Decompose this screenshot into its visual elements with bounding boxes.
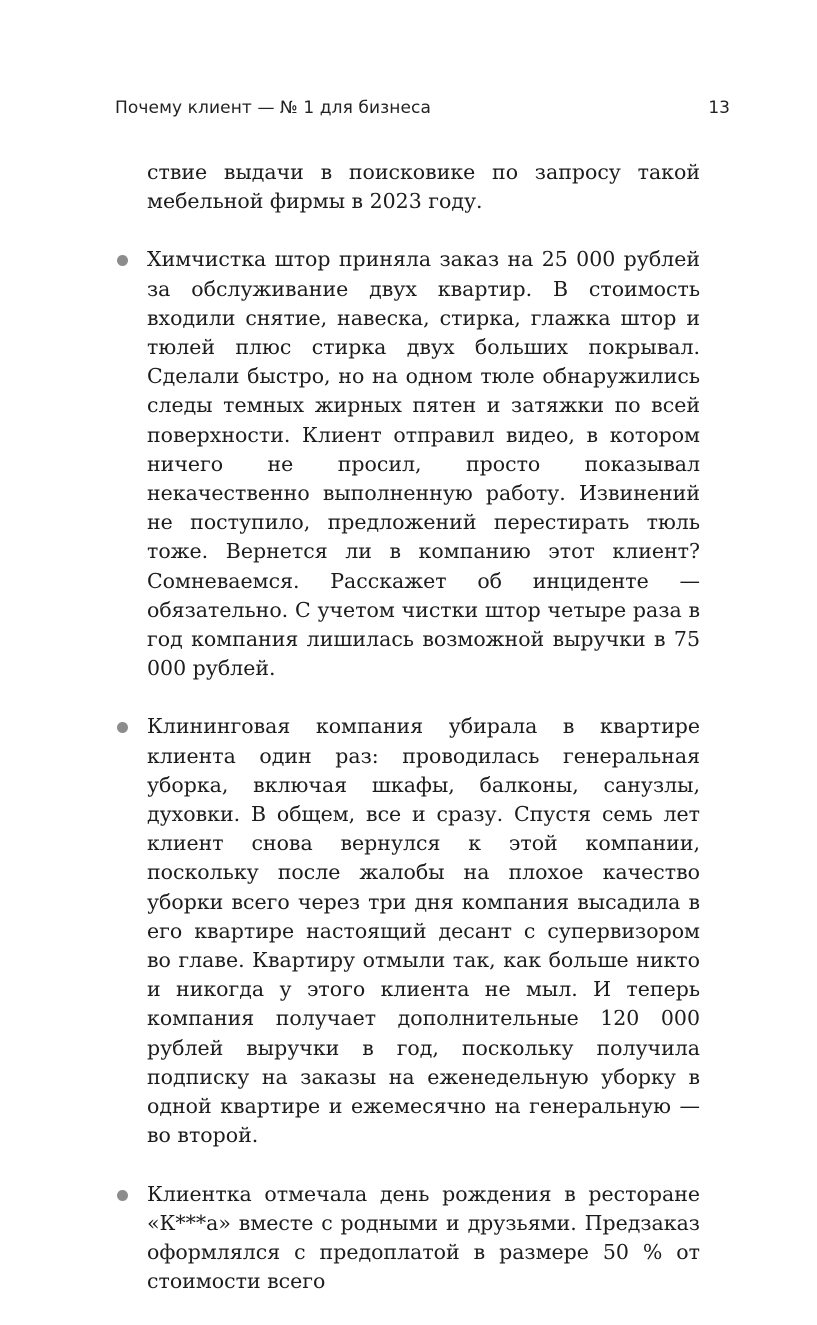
bullet-icon [117, 722, 128, 733]
list-item [147, 712, 700, 1150]
list-item [147, 245, 700, 683]
bullet-icon [117, 255, 128, 266]
body-text [147, 158, 700, 1325]
bullet-text: Клиентка отмечала день рождения в ресторане «К***а» вместе с родными и друзьями. Предзаказ оформлялся с предоплатой в размере 50 % от стоимости всего [147, 1181, 700, 1294]
running-title: Почему клиент — № 1 для бизнеса [115, 98, 432, 118]
bullet-text: Химчистка штор приняла заказ на 25 000 рублей за обслуживание двух квартир. В стоимость входили снятие, навеска, стирка, глажка штор и тюлей плюс стирка двух больших покрывал. Сделали быстро, но на одном тюле обнаружились следы темных жирных пятен и затяжки по всей поверхности. Клиент отправил видео, в котором ничего не просил, просто показывал некачественно выполненную работу. Извинений не поступило, предложений перестирать тюль тоже. Вернется ли в компанию этот клиент? Сомневаемся. Расскажет об инциденте — обязательно. С учетом чистки штор четыре раза в год компания лишилась возможной выручки в 75 000 рублей. [147, 247, 700, 681]
list-item [147, 1180, 700, 1297]
bullet-icon [117, 1190, 128, 1201]
page-number: 13 [708, 98, 730, 118]
bullet-list [147, 245, 700, 1296]
running-header [115, 98, 730, 124]
bullet-text: Клининговая компания убирала в квартире клиента один раз: проводилась генеральная уборка, включая шкафы, балконы, санузлы, духовки. В общем, все и сразу. Спустя семь лет клиент снова вернулся к этой компании, поскольку после жалобы на плохое качество уборки всего через три дня компания высадила в его квартире настоящий десант с супервизором во главе. Квартиру отмыли так, как больше никто и никогда у этого клиента не мыл. И теперь компания получает дополнительные 120 000 рублей выручки в год, поскольку получила подписку на заказы на еженедельную уборку в одной квартире и ежемесячно на генеральную — во второй. [147, 714, 700, 1148]
continuation-paragraph: ствие выдачи в поисковике по запросу такой мебельной фирмы в 2023 году. [147, 160, 700, 214]
